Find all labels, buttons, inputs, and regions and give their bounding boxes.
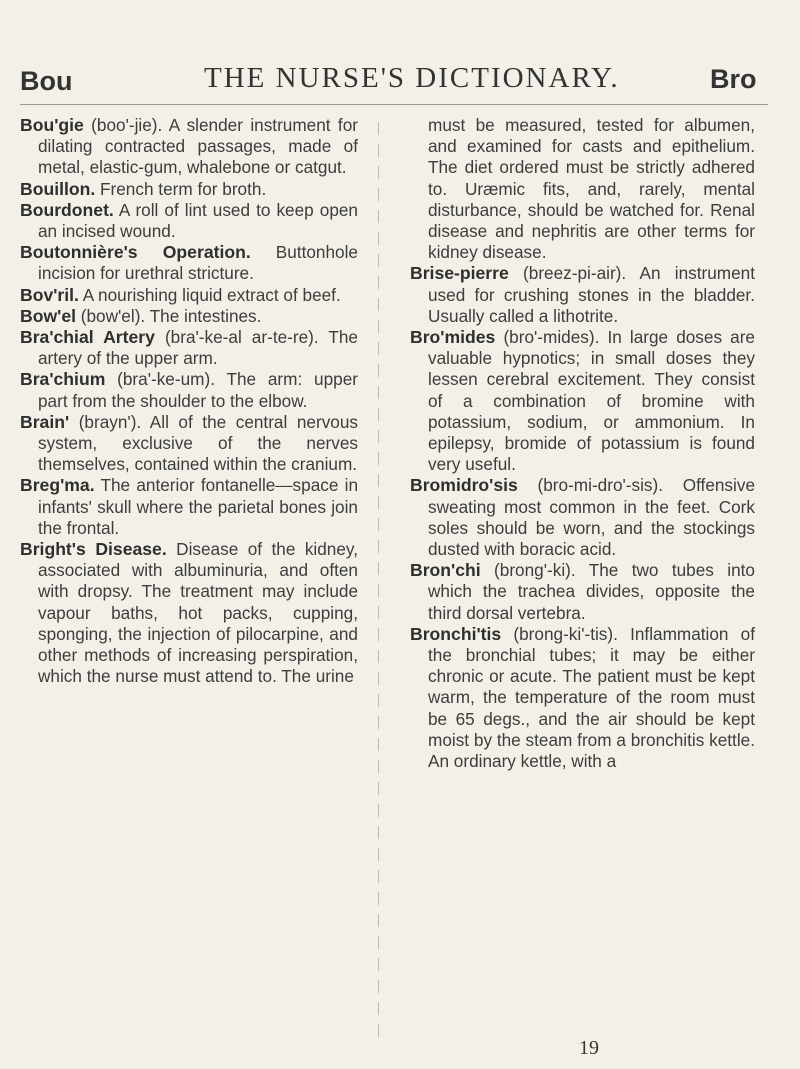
entry-headword: Bou'gie [20, 115, 84, 135]
entry-headword: Bouillon. [20, 178, 96, 199]
dictionary-entry [20, 475, 358, 539]
entry-definition: (brong'-ki). The two tubes into which the trachea divides, opposite the third dorsal vertebra. [428, 560, 755, 623]
entry-definition: (bow'el). The intestines. [76, 305, 262, 326]
entry-headword: Bra'chium [20, 369, 106, 390]
entry-headword: Bronchi'tis [410, 623, 502, 644]
entry-definition: Buttonhole incision for urethral stricture. [38, 242, 358, 284]
dictionary-entry [20, 115, 358, 179]
entry-headword: Bra'chial Artery [20, 327, 155, 348]
dictionary-entry [20, 242, 358, 284]
dictionary-entry [20, 369, 358, 411]
entry-definition: must be measured, tested for albumen, and examined for casts and epithelium. The diet ordered must be strictly adhered to. Uræmic fits, and, rarely, mental disturbance, should be watched for. Renal disease and nephritis are other terms for kidney disease. [428, 115, 755, 263]
entry-headword: Bron'chi [410, 560, 481, 581]
dictionary-entry [20, 179, 358, 200]
entry-definition: (brong-ki'-tis). Inflammation of the bronchial tubes; it may be either chronic or acute. The patient must be kept warm, the temperature of the room must be 65 degs., and the air should be kept moist by the steam from a bronchitis kettle. An ordinary kettle, with a [428, 623, 755, 772]
entry-headword: Bro'mides [410, 327, 496, 348]
header-rule [20, 104, 768, 105]
dictionary-entry [410, 115, 755, 263]
dictionary-entry [410, 560, 755, 624]
entry-definition: (bro-mi-dro'-sis). Offensive sweating most common in the feet. Cork soles should be worn, and the stockings dusted with boracic acid. [428, 475, 755, 560]
entry-definition: (boo'-jie). A slender instrument for dilating contracted passages, made of metal, elastic-gum, whalebone or catgut. [38, 115, 358, 178]
entry-headword: Bromidro'sis [410, 475, 518, 496]
entry-definition: French term for broth. [95, 178, 267, 199]
entry-definition: A nourishing liquid extract of beef. [78, 284, 341, 305]
dictionary-entry [410, 475, 755, 560]
dictionary-entry [20, 412, 358, 476]
entry-headword: Breg'ma. [20, 475, 95, 496]
entry-headword: Brise-pierre [410, 263, 509, 284]
entry-headword: Bourdonet. [20, 199, 114, 220]
entry-definition: A roll of lint used to keep open an incised wound. [38, 199, 358, 242]
dictionary-entry [410, 327, 755, 475]
dictionary-entry [410, 624, 755, 772]
entry-headword: Bov'ril. [20, 284, 79, 305]
header-guide-word-left: Bou [20, 66, 73, 96]
entry-headword: Brain' [20, 411, 70, 432]
entry-definition: (bro'-mides). In large doses are valuable hypnotics; in small doses they lessen cerebral excitement. They consist of a combination of bromine with potassium, sodium, or ammonium. In epilepsy, bromide of potassium is found very useful. [428, 327, 755, 475]
entry-headword: Bright's Disease. [20, 539, 167, 560]
entry-headword: Boutonnière's Operation. [20, 242, 251, 263]
header-guide-word-right: Bro [710, 64, 757, 94]
dictionary-entry [20, 539, 358, 687]
dictionary-entry [410, 263, 755, 327]
entry-definition: (breez-pi-air). An instrument used for crushing stones in the bladder. Usually called a lithotrite. [428, 263, 755, 326]
dictionary-entry [20, 306, 358, 327]
entry-definition: (bra'-ke-um). The arm: upper part from the shoulder to the elbow. [38, 369, 358, 411]
entry-definition: Disease of the kidney, associated with albuminuria, and often with dropsy. The treatment may include vapour baths, hot packs, cupping, sponging, the injection of pilocarpine, and other methods of increasing perspiration, which the nurse must attend to. The urine [38, 539, 359, 687]
left-column [20, 115, 358, 687]
dictionary-entry [20, 327, 358, 369]
entry-definition: The anterior fontanelle—space in infants' skull where the parietal bones join the frontal. [38, 475, 358, 538]
right-column [410, 115, 755, 772]
header-title: THE NURSE'S DICTIONARY. [204, 62, 620, 94]
entry-headword: Bow'el [20, 305, 76, 326]
column-divider [378, 122, 379, 1042]
running-header [0, 58, 800, 102]
page-number: 19 [579, 1037, 599, 1059]
entry-definition: (bra'-ke-al ar-te-re). The artery of the upper arm. [38, 327, 358, 369]
entry-definition: (brayn'). All of the central nervous system, exclusive of the nerves themselves, contained within the cranium. [38, 411, 358, 475]
dictionary-entry [20, 285, 358, 306]
dictionary-entry [20, 200, 358, 242]
